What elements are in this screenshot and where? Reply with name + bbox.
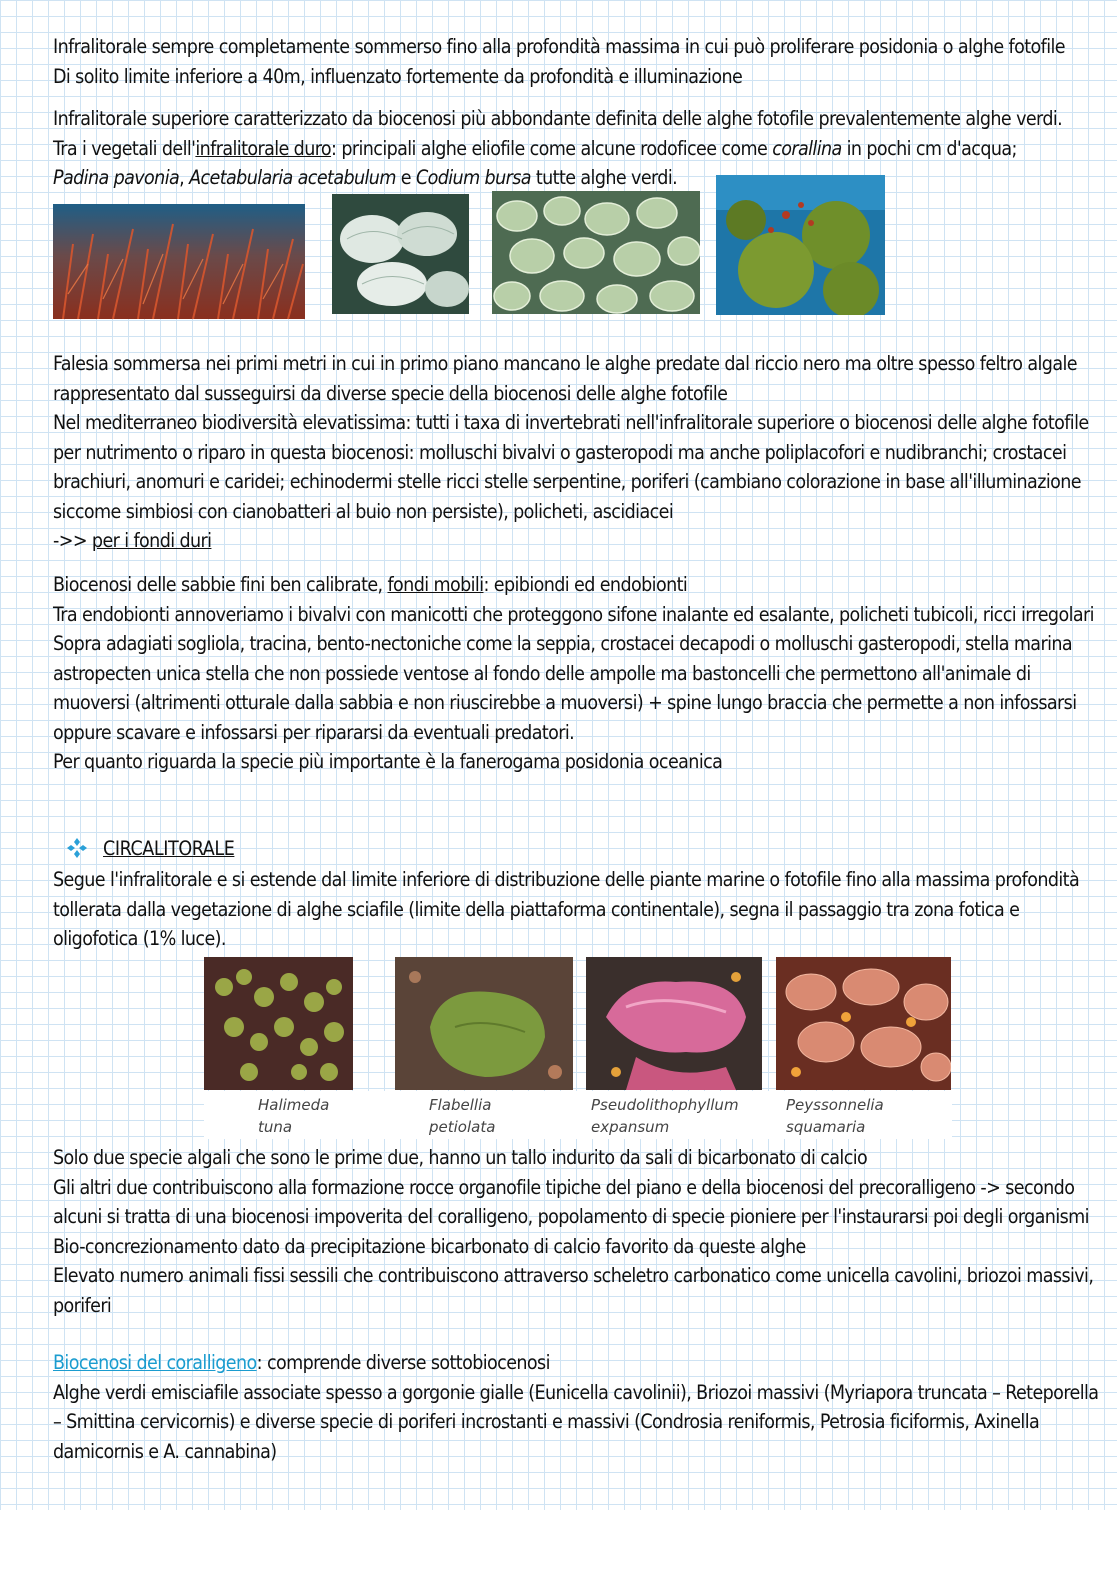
paragraph-falesia	[53, 349, 1103, 556]
caption-halimeda: Halimeda tuna	[258, 1096, 330, 1136]
text-line: Di solito limite inferiore a 40m, influenzato fortemente da profondità e illuminazione	[53, 64, 743, 88]
text-block: Bio-concrezionamento dato da precipitazione bicarbonato di calcio favorito da queste alghe	[53, 1234, 806, 1258]
text-block: Falesia sommersa nei primi metri in cui in primo piano mancano le alghe predate dal riccio nero ma oltre spesso feltro algale rappresentato dal susseguirsi da diverse specie della biocenosi delle alghe fotofile	[53, 352, 1077, 405]
text-line: Infralitorale superiore caratterizzato da biocenosi più abbondante definita delle alghe fotofile prevalentemente alghe verdi.	[53, 107, 1063, 130]
text-block: Alghe verdi emisciafile associate spesso a gorgonie gialle (Eunicella cavolinii), Briozoi massivi (Myriapora truncata – Reteporella – Smittina cervicornis) e diverse specie di poriferi incrostanti e massivi (Condrosia reniformis, Petrosia ficiformis, Axinella damicornis e A. cannabina)	[53, 1380, 1099, 1463]
text-block: Per quanto riguarda la specie più importante è la fanerogama posidonia oceanica	[53, 750, 723, 773]
page-bottom-margin	[0, 1510, 1117, 1576]
text-line: Biocenosi del coralligeno: comprende diverse sottobiocenosi	[53, 1351, 550, 1374]
text-line: ->> per i fondi duri	[53, 529, 212, 552]
acetabularia-photo	[492, 191, 700, 314]
fondi-duri-link[interactable]: per i fondi duri	[91, 529, 212, 552]
text-line: Tra i vegetali dell'infralitorale duro: principali alghe eliofile come alcune rodoficee come corallina in pochi cm d'acqua;	[53, 136, 1017, 160]
padina-pavonia-photo	[332, 194, 469, 314]
section-heading-circalitorale: CIRCALITORALE	[103, 837, 235, 860]
peyssonnelia-photo	[776, 957, 951, 1090]
text-block: Nel mediterraneo biodiversità elevatissima: tutti i taxa di invertebrati nell'infralitorale superiore o biocenosi delle alghe fotofile per nutrimento o riparo in questa biocenosi: molluschi bivalvi o gasteropodi ma anche poliplacofori e nudibranchi; crostacei brachiuri, anomuri e caridei; echinodermi stelle ricci stelle serpentine, poriferi (cambiano colorazione in base all'illuminazione siccome simbiosi con cianobatteri al buio non persiste), policheti, ascidiacei	[53, 411, 1089, 523]
text-line: Padina pavonia, Acetabularia acetabulum e Codium bursa tutte alghe verdi.	[53, 166, 678, 189]
caption-peyssonnelia: Peyssonnelia squamaria	[786, 1096, 884, 1136]
text-block: Tra endobionti annoveriamo i bivalvi con manicotti che proteggono sifone inalante ed esalante, policheti tubicoli, ricci irregolari	[53, 602, 1094, 626]
halimeda-tuna-photo	[204, 957, 353, 1090]
text-line: Biocenosi delle sabbie fini ben calibrate, fondi mobili: epibiondi ed endobionti	[53, 573, 688, 596]
fondi-mobili-link[interactable]: fondi mobili	[387, 573, 484, 596]
red-algae-photo	[53, 204, 305, 319]
paragraph-specie-algali	[53, 1143, 1103, 1320]
text-block: Sopra adagiati sogliola, tracina, bento-nectoniche come la seppia, crostacei decapodi o molluschi gasteropodi, stella marina astropecten unica stella che non possiede ventose al fondo delle ampolle ma bastoncelli che permettono all'animale di muoversi (altrimenti otturale dalla sabbia e non riuscirebbe a muoversi) + spine lungo braccia che permette a non infossarsi oppure scavare e infossarsi per ripararsi da eventuali predatori.	[53, 632, 1077, 744]
paragraph-infralitorale-superiore	[53, 104, 1103, 193]
codium-bursa-photo	[716, 175, 885, 315]
text-block: Elevato numero animali fissi sessili che contribuiscono attraverso scheletro carbonatico come unicella cavolini, briozoi massivi, poriferi	[53, 1264, 1094, 1317]
text-block: Solo due specie algali che sono le prime due, hanno un tallo indurito da sali di bicarbonato di calcio	[53, 1146, 868, 1169]
biocenosi-coralligeno-link[interactable]: Biocenosi del coralligeno	[53, 1351, 257, 1374]
paragraph-fondi-mobili	[53, 570, 1103, 777]
flabellia-petiolata-photo	[395, 957, 573, 1090]
caption-pseudolithophyllum: Pseudolithophyllum expansum	[591, 1096, 739, 1136]
paragraph-infralitorale	[53, 32, 1103, 91]
paragraph-circalitorale: Segue l'infralitorale e si estende dal limite inferiore di distribuzione delle piante marine o fotofile fino alla massima profondità tollerata dalla vegetazione di alghe sciafile (limite della piattaforma continentale), segna il passaggio tra zona fotica e oligofotica (1% luce).	[53, 868, 1080, 950]
paragraph-coralligeno	[53, 1348, 1103, 1466]
infralitorale-duro-link[interactable]: infralitorale duro	[195, 136, 332, 160]
text-block: Gli altri due contribuiscono alla formazione rocce organofile tipiche del piano e della biocenosi del precoralligeno -> secondo alcuni si tratta di una biocenosi impoverita del coralligeno, popolamento di specie pioniere per l'instaurarsi poi degli organismi	[53, 1175, 1089, 1228]
caption-flabellia: Flabellia petiolata	[429, 1096, 496, 1136]
four-diamond-bullet-icon	[66, 837, 88, 859]
pseudolithophyllum-photo	[586, 957, 762, 1090]
text-line: Infralitorale sempre completamente sommerso fino alla profondità massima in cui può proliferare posidonia o alghe fotofile	[53, 35, 1065, 58]
